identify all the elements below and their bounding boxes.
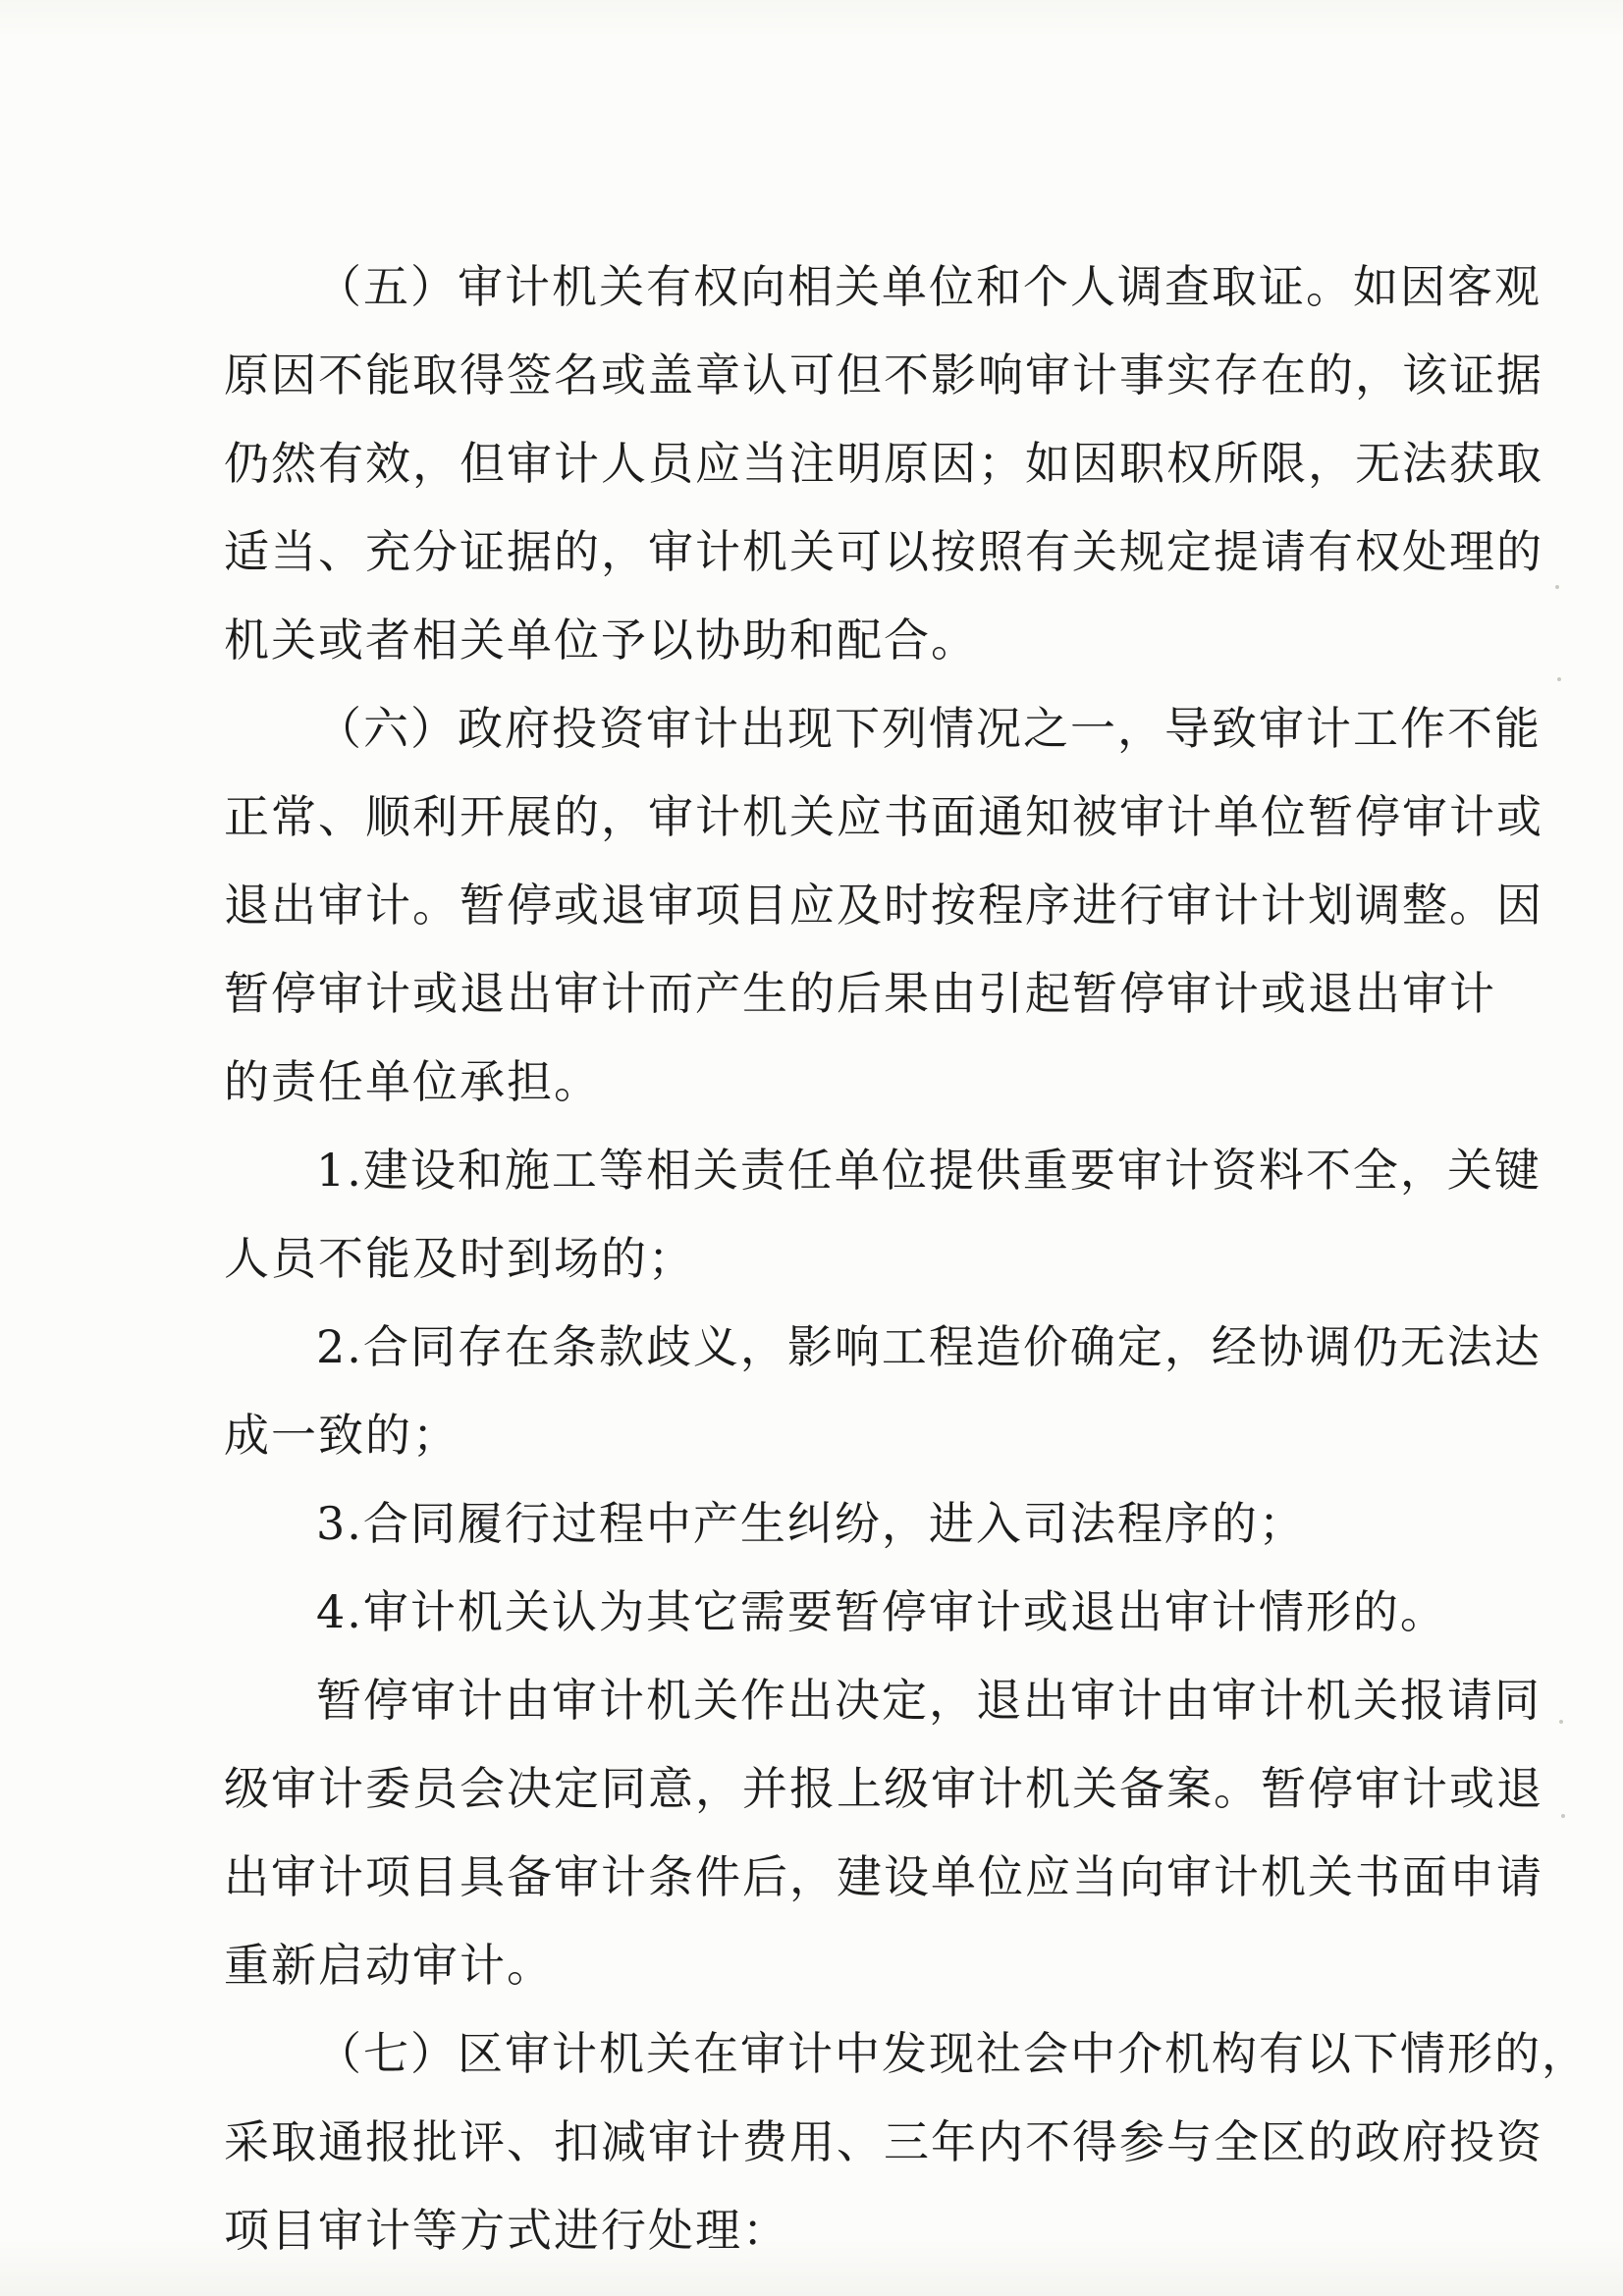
body-line: 仍然有效，但审计人员应当注明原因；如因职权所限，无法获取 (224, 437, 1543, 490)
body-line: （六）政府投资审计出现下列情况之一，导致审计工作不能 (316, 702, 1542, 755)
body-line: （五）审计机关有权向相关单位和个人调查取证。如因客观 (316, 260, 1542, 313)
scan-speck (1555, 585, 1559, 589)
body-line: 暂停审计由审计机关作出决定，退出审计由审计机关报请同 (316, 1674, 1542, 1727)
list-item-line: 1.建设和施工等相关责任单位提供重要审计资料不全，关键 (316, 1144, 1542, 1197)
body-line: 重新启动审计。 (224, 1939, 554, 1992)
scan-speck (1559, 1720, 1563, 1724)
body-line: 原因不能取得签名或盖章认可但不影响审计事实存在的，该证据 (224, 348, 1543, 401)
body-line: 正常、顺利开展的，审计机关应书面通知被审计单位暂停审计或 (224, 790, 1543, 843)
body-line: 级审计委员会决定同意，并报上级审计机关备案。暂停审计或退 (224, 1762, 1543, 1815)
scan-speck (1557, 677, 1561, 681)
list-item-line: 人员不能及时到场的； (224, 1232, 695, 1285)
list-item-line: 成一致的； (224, 1409, 460, 1462)
body-line: 采取通报批评、扣减审计费用、三年内不得参与全区的政府投资 (224, 2115, 1543, 2168)
body-line: 的责任单位承担。 (224, 1055, 601, 1108)
body-line: 退出审计。暂停或退审项目应及时按程序进行审计计划调整。因 (224, 879, 1543, 932)
list-item-line: 2.合同存在条款歧义，影响工程造价确定，经协调仍无法达 (316, 1320, 1542, 1373)
body-line: 适当、充分证据的，审计机关可以按照有关规定提请有权处理的 (224, 525, 1543, 578)
body-line: 项目审计等方式进行处理： (224, 2204, 789, 2257)
body-line: 机关或者相关单位予以协助和配合。 (224, 614, 978, 667)
list-item-line: 3.合同履行过程中产生纠纷，进入司法程序的； (316, 1497, 1306, 1550)
body-line: （七）区审计机关在审计中发现社会中介机构有以下情形的， (316, 2027, 1589, 2080)
scan-speck (1561, 1814, 1565, 1818)
body-line: 暂停审计或退出审计而产生的后果由引起暂停审计或退出审计 (224, 967, 1496, 1020)
list-item-line: 4.审计机关认为其它需要暂停审计或退出审计情形的。 (316, 1585, 1447, 1638)
body-line: 出审计项目具备审计条件后，建设单位应当向审计机关书面申请 (224, 1850, 1543, 1903)
